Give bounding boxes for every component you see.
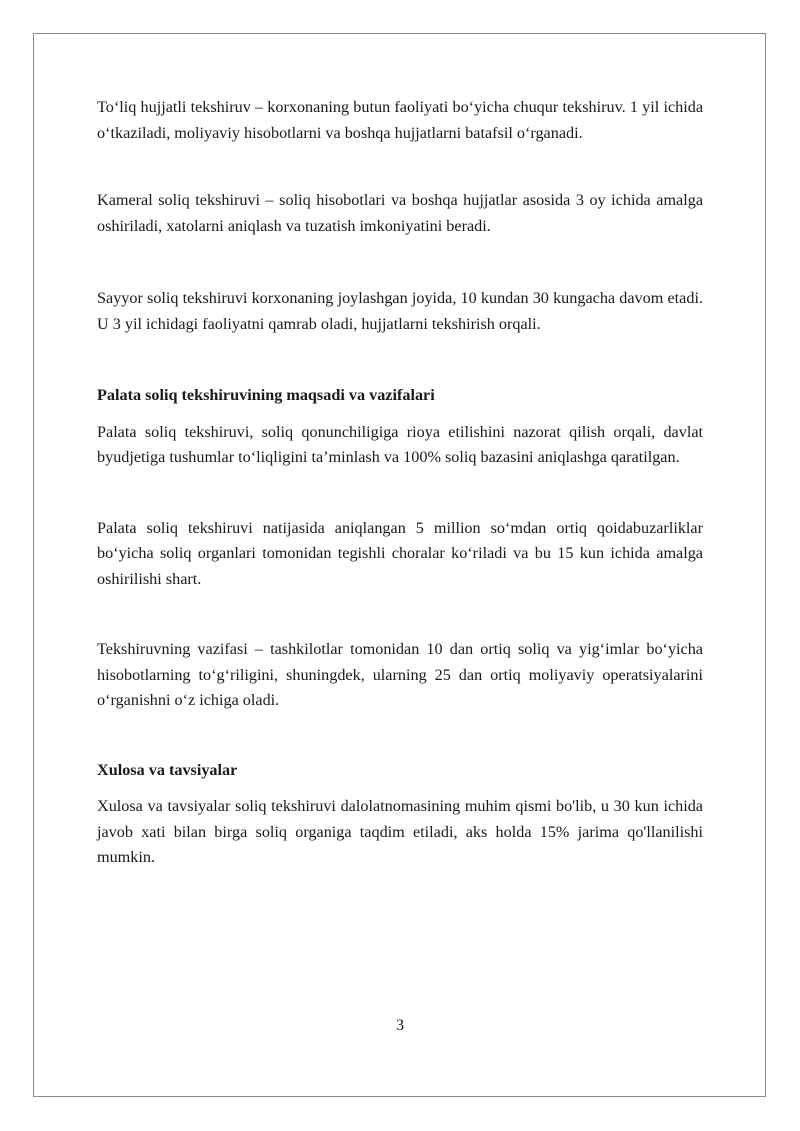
paragraph-field-tax-audit: Sayyor soliq tekshiruvi korxonaning joylashgan joyida, 10 kundan 30 kungacha davom etadi. U 3 yil ichidagi faoliyatni qamrab oladi, hujjatlarni tekshirish orqali.: [97, 289, 703, 333]
paragraph-audit-task: Tekshiruvning vazifasi – tashkilotlar tomonidan 10 dan ortiq soliq va yig‘imlar bo‘yicha hisobotlarning to‘g‘riligini, shuningdek, ularning 25 dan ortiq moliyaviy operatsiyalarini o‘rganishni o‘z ichiga oladi.: [97, 640, 703, 709]
paragraph-audit-purpose: Palata soliq tekshiruvi, soliq qonunchiligiga rioya etilishini nazorat qilish orqali, davlat byudjetiga tushumlar to‘liqligini ta’minlash va 100% soliq bazasini aniqlashga qaratilgan.: [97, 422, 703, 466]
section-heading-conclusion: Xulosa va tavsiyalar: [97, 760, 238, 779]
paragraph-conclusion: Xulosa va tavsiyalar soliq tekshiruvi dalolatnomasining muhim qismi bo'lib, u 30 kun ichida javob xati bilan birga soliq organiga taqdim etiladi, aks holda 15% jarima qo'llanilishi mumkin.: [97, 797, 703, 866]
paragraph-full-documentary-audit: To‘liq hujjatli tekshiruv – korxonaning butun faoliyati bo‘yicha chuqur tekshiruv. 1 yil ichida o‘tkaziladi, moliyaviy hisobotlarni va boshqa hujjatlarni batafsil o‘rganadi.: [97, 98, 703, 142]
paragraph-violations-measures: Palata soliq tekshiruvi natijasida aniqlangan 5 million so‘mdan ortiq qoidabuzarliklar bo‘yicha soliq organlari tomonidan tegishli choralar ko‘riladi va bu 15 kun ichida amalga oshirilishi shart.: [97, 518, 703, 588]
paragraph-desk-tax-audit: Kameral soliq tekshiruvi – soliq hisobotlari va boshqa hujjatlar asosida 3 oy ichida amalga oshiriladi, xatolarni aniqlash va tuzatish imkoniyatini beradi.: [97, 191, 703, 235]
document-body: [97, 95, 703, 871]
page-number: 3: [395, 1016, 405, 1034]
section-heading-goals: Palata soliq tekshiruvining maqsadi va vazifalari: [97, 386, 435, 404]
